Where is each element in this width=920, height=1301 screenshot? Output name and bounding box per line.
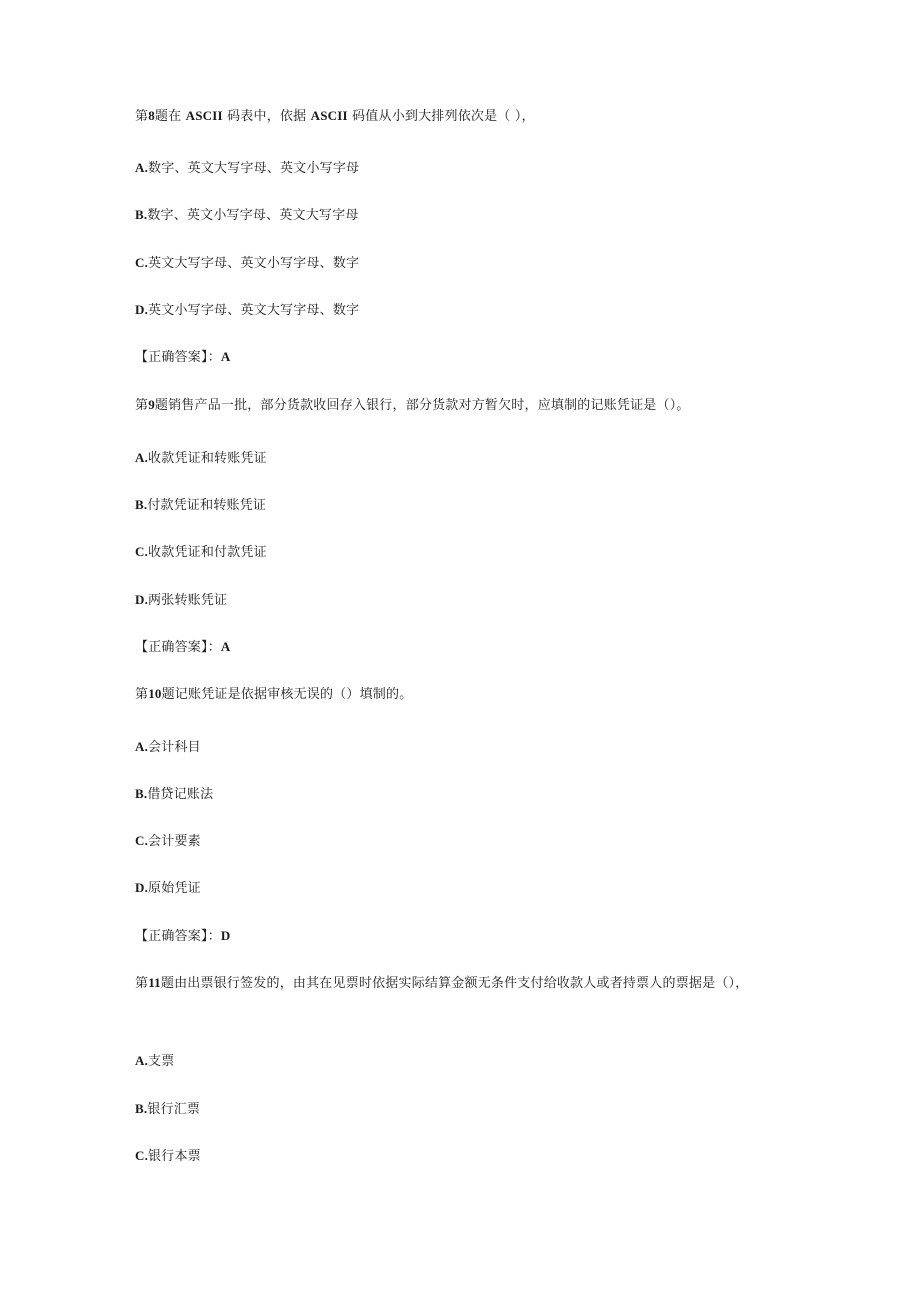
question-prefix: 第	[135, 398, 149, 413]
stem-text: 码表中，依据	[222, 109, 311, 124]
question-number: 11	[148, 975, 161, 990]
option-letter: B.	[135, 207, 148, 222]
option-text: 会计要素	[148, 834, 201, 849]
question-8-answer	[135, 349, 231, 366]
option-text: 会计科目	[148, 740, 201, 755]
option-letter: D.	[135, 880, 149, 895]
option-letter: C.	[135, 1148, 149, 1163]
option-text: 借贷记账法	[147, 787, 214, 802]
option-letter: A.	[135, 160, 149, 175]
stem-text: 题记账凭证是依据审核无误的（）填制的。	[161, 687, 413, 702]
question-11-stem	[135, 971, 755, 996]
option-text: 两张转账凭证	[148, 593, 228, 608]
stem-text: 码值从小到大排列依次是（ ），	[347, 109, 535, 124]
option-letter: B.	[135, 1101, 148, 1116]
option-text: 英文小写字母、英文大写字母、数字	[148, 303, 360, 318]
option-text: 收款凭证和付款凭证	[148, 545, 267, 560]
question-number: 9	[148, 397, 155, 412]
answer-value: D	[220, 928, 231, 943]
option-text: 银行汇票	[147, 1102, 201, 1117]
question-10-stem	[135, 686, 412, 703]
stem-text: 题销售产品一批，部分货款收回存入银行，部分货款对方暂欠时，应填制的记账凭证是（）。	[154, 398, 690, 413]
question-9-option-c	[135, 544, 267, 561]
question-10-option-d	[135, 880, 201, 897]
question-11-option-c	[135, 1148, 201, 1165]
stem-text: 题由出票银行签发的，由其在见票时依据实际结算金额无条件支付给收款人或者持票人的票据是（），	[160, 976, 749, 991]
option-text: 数字、英文大写字母、英文小写字母	[148, 161, 360, 176]
option-letter: B.	[135, 497, 148, 512]
question-prefix: 第	[135, 687, 149, 702]
option-text: 收款凭证和转账凭证	[148, 451, 267, 466]
question-9-option-d	[135, 592, 227, 609]
question-9-option-a	[135, 450, 267, 467]
question-prefix: 第	[135, 109, 149, 124]
stem-text: 题在	[154, 109, 186, 124]
option-letter: B.	[135, 786, 148, 801]
question-8-option-b	[135, 207, 359, 224]
option-text: 付款凭证和转账凭证	[147, 498, 267, 513]
answer-label: 【正确答案】：	[135, 929, 221, 944]
question-11-option-a	[135, 1053, 174, 1070]
question-10-option-c	[135, 833, 201, 850]
question-number: 8	[148, 108, 155, 123]
option-text: 英文大写字母、英文小写字母、数字	[148, 256, 360, 271]
option-letter: C.	[135, 544, 149, 559]
option-letter: A.	[135, 450, 149, 465]
option-text: 原始凭证	[148, 881, 201, 896]
option-text: 数字、英文小写字母、英文大写字母	[147, 208, 359, 223]
answer-value: A	[220, 639, 231, 654]
option-letter: C.	[135, 255, 149, 270]
option-letter: D.	[135, 592, 149, 607]
answer-label: 【正确答案】：	[135, 640, 221, 655]
question-prefix: 第	[135, 976, 149, 991]
question-8-stem	[135, 108, 535, 125]
option-letter: C.	[135, 833, 149, 848]
option-text: 支票	[148, 1054, 175, 1069]
question-9-stem	[135, 397, 690, 414]
question-number: 10	[148, 686, 162, 701]
question-11-option-b	[135, 1101, 200, 1118]
answer-label: 【正确答案】：	[135, 350, 221, 365]
question-10-option-a	[135, 739, 201, 756]
option-text: 银行本票	[148, 1149, 201, 1164]
question-10-option-b	[135, 786, 213, 803]
stem-code-term: ASCII	[185, 108, 223, 123]
option-letter: A.	[135, 739, 149, 754]
question-9-answer	[135, 639, 231, 656]
question-8-option-d	[135, 302, 359, 319]
question-8-option-c	[135, 255, 359, 272]
option-letter: D.	[135, 302, 149, 317]
option-letter: A.	[135, 1053, 149, 1068]
question-9-option-b	[135, 497, 266, 514]
answer-value: A	[220, 349, 231, 364]
question-8-option-a	[135, 160, 359, 177]
question-10-answer	[135, 928, 231, 945]
stem-code-term: ASCII	[310, 108, 348, 123]
